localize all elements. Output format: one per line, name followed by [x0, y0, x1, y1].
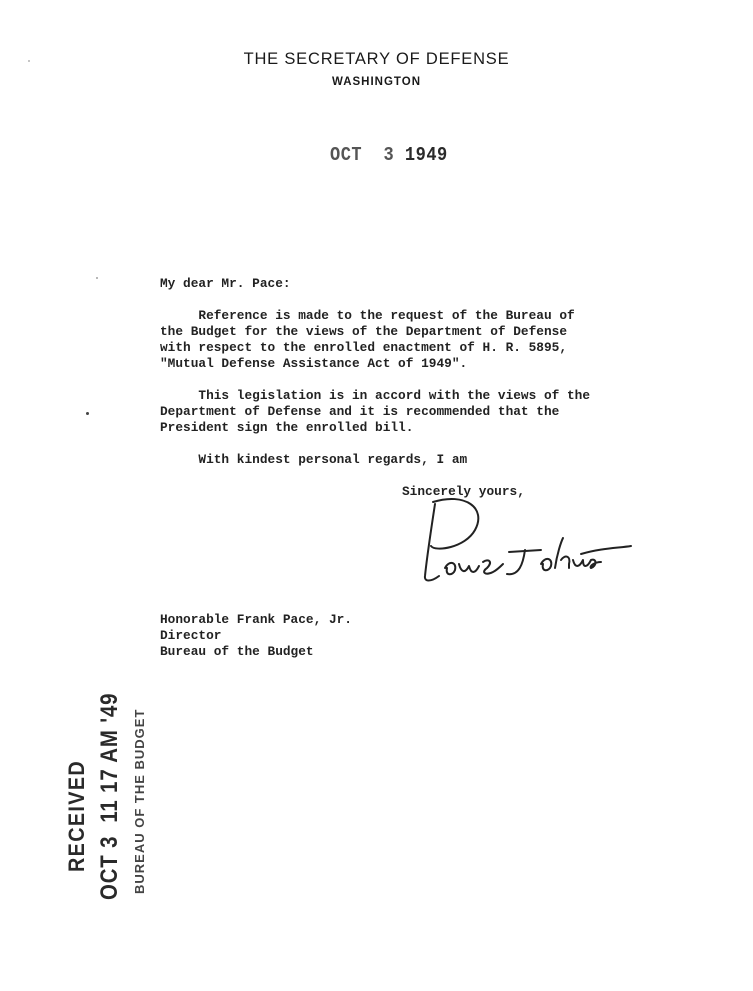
date-stamp-year: 1949	[404, 145, 448, 167]
received-stamp-label: RECEIVED	[64, 759, 89, 872]
body-paragraph-3: With kindest personal regards, I am	[160, 452, 468, 467]
date-stamp-month-day: OCT 3	[330, 145, 395, 167]
paper-speck	[86, 412, 89, 415]
received-stamp-office: BUREAU OF THE BUDGET	[132, 708, 147, 894]
paper-speck	[96, 277, 98, 279]
body-paragraph-1: Reference is made to the request of the Bureau of the Budget for the views of the Department of Defense with respect to the enrolled enactment of H. R. 5895, "Mutual Defense Assistance Act of 1949".	[160, 308, 575, 371]
body-paragraph-2: This legislation is in accord with the views of the Department of Defense and it is recommended that the President sign the enrolled bill.	[160, 388, 591, 435]
date-stamp	[330, 145, 448, 167]
salutation: My dear Mr. Pace:	[160, 276, 291, 291]
received-stamp-datetime: OCT 3 11 17 AM '49	[96, 692, 123, 900]
letterhead-location: WASHINGTON	[331, 76, 421, 88]
signature	[405, 490, 635, 590]
addressee-block: Honorable Frank Pace, Jr. Director Bureau of the Budget	[160, 612, 352, 659]
paper-speck	[28, 60, 30, 62]
letterhead-title: THE SECRETARY OF DEFENSE	[243, 50, 510, 68]
received-stamp	[58, 620, 168, 900]
closing: Sincerely yours,	[402, 484, 525, 499]
